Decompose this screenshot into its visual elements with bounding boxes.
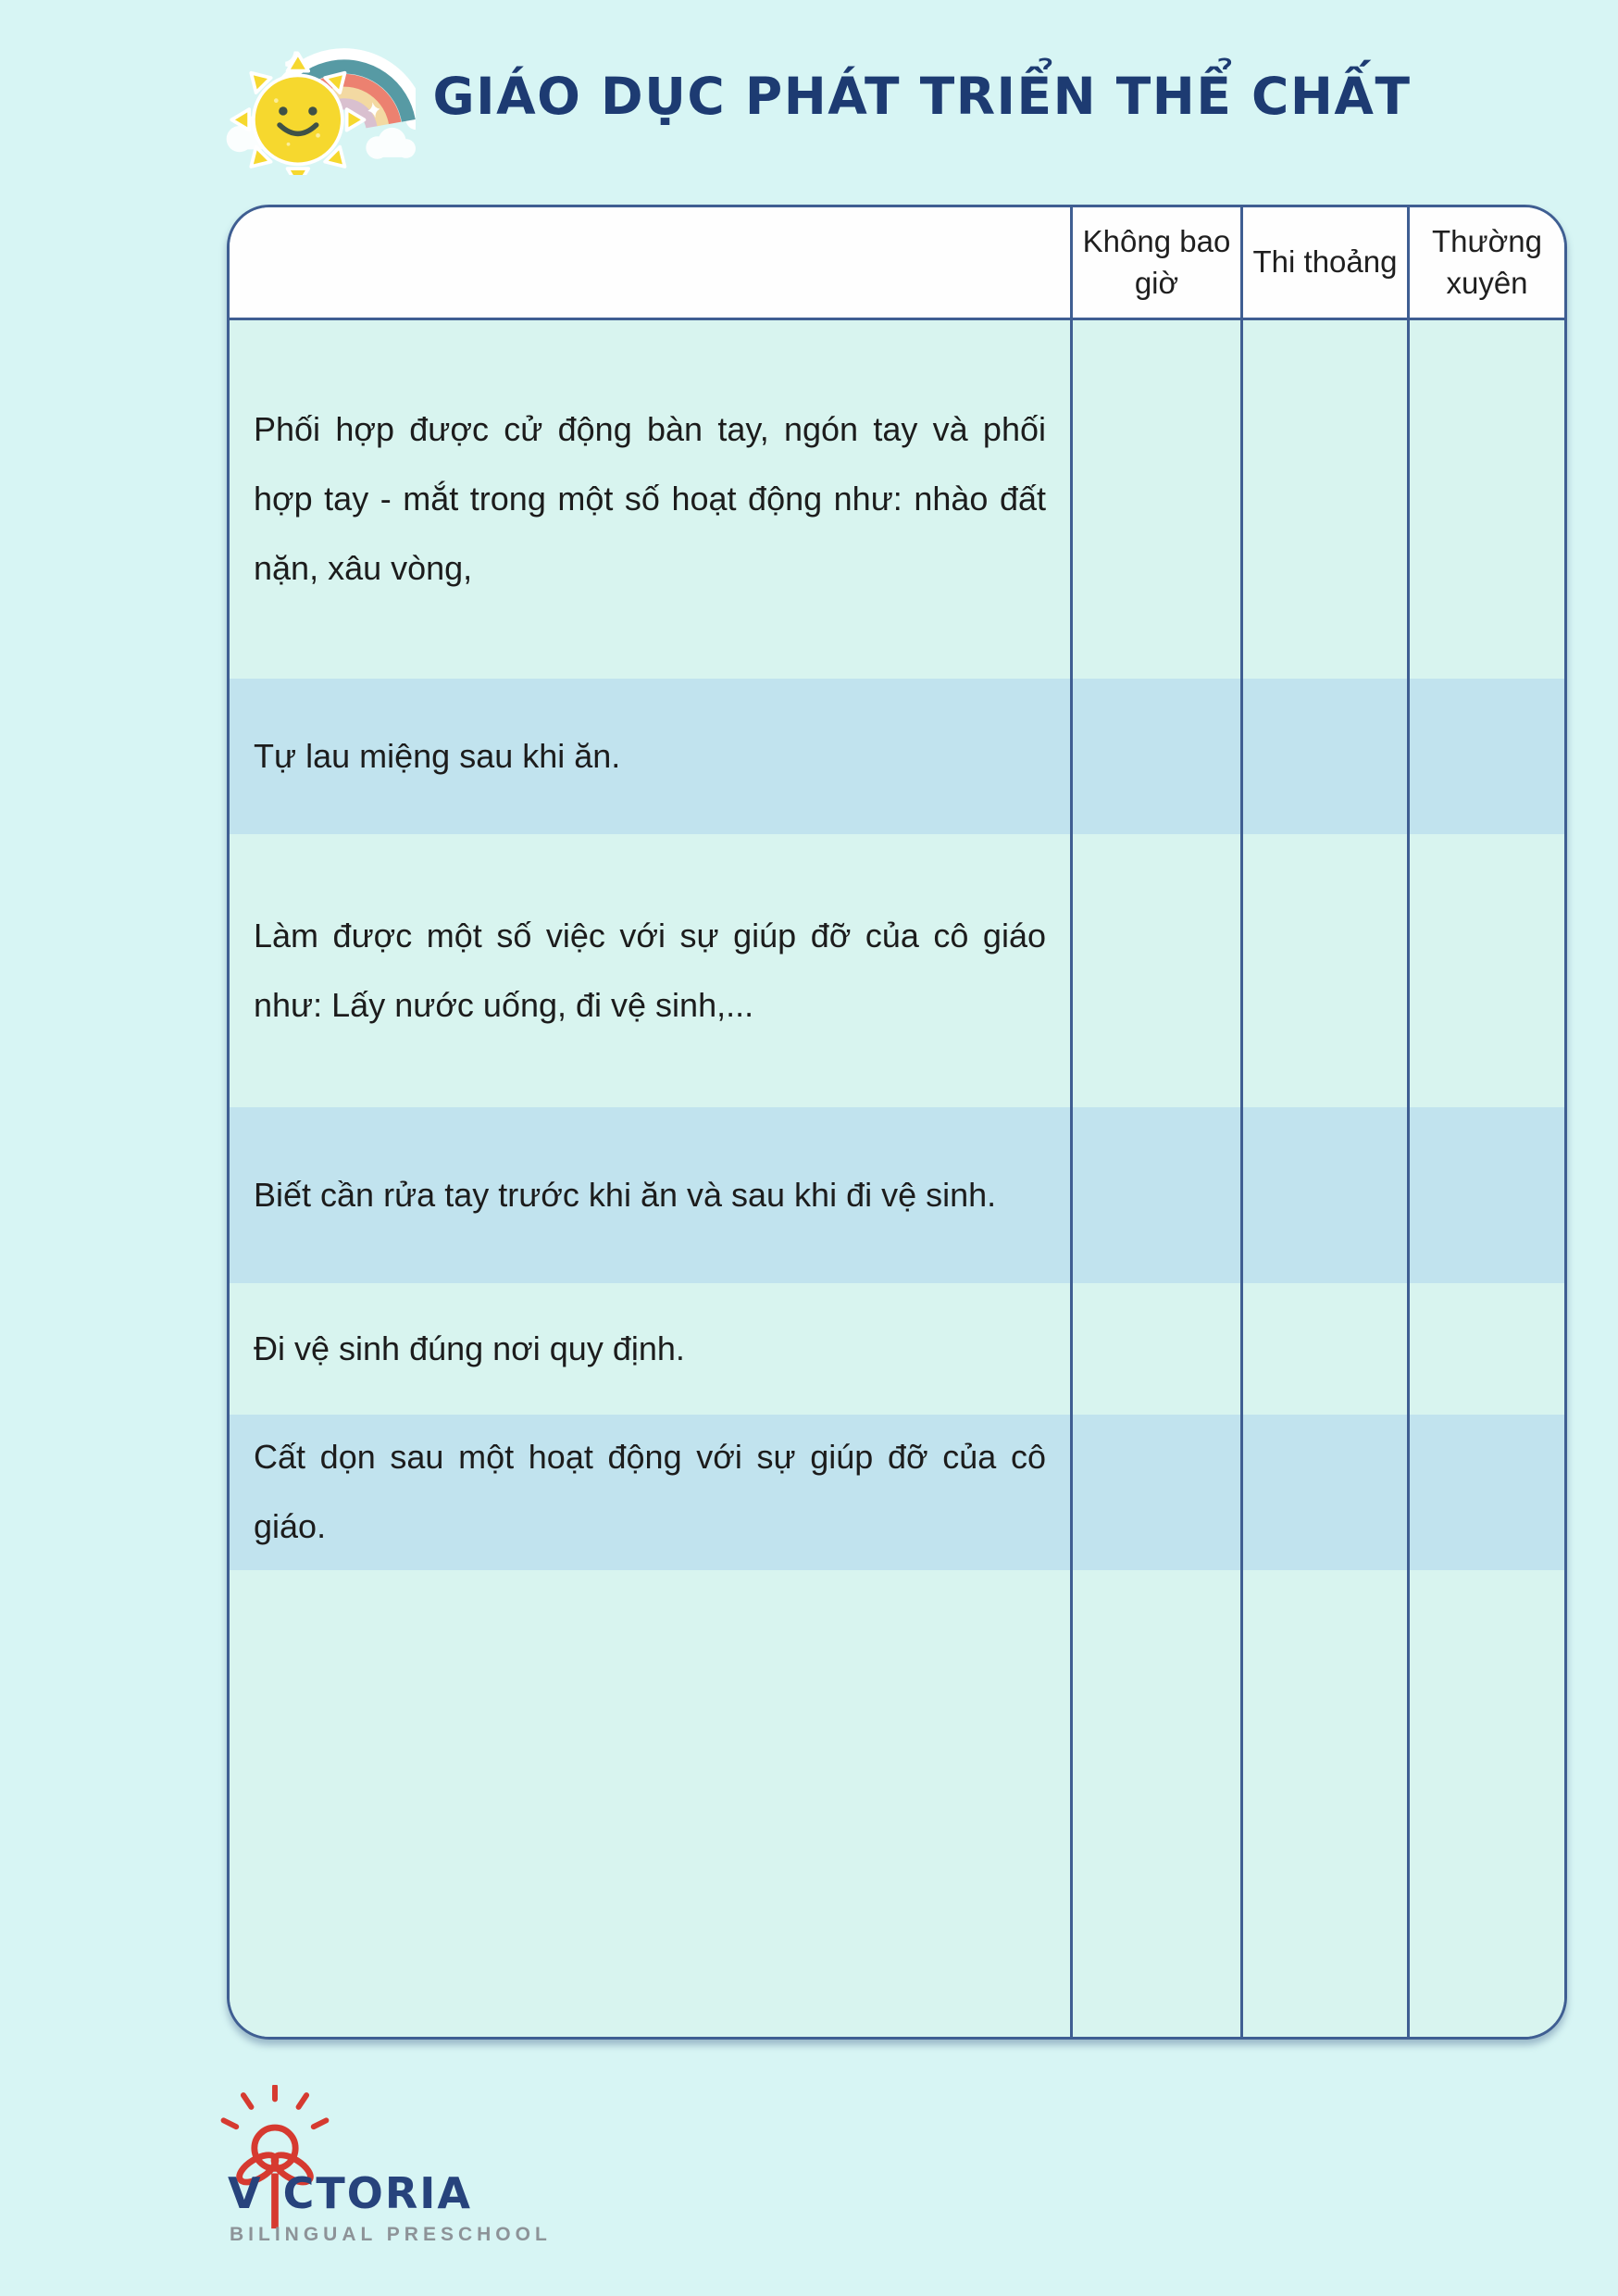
rating-cell-never[interactable] — [1070, 1570, 1240, 2037]
criteria-cell: Làm được một số việc với sự giúp đỡ của cô giáo như: Lấy nước uống, đi vệ sinh,... — [254, 916, 1046, 1024]
rating-cell-never[interactable] — [1070, 320, 1240, 679]
assessment-table — [227, 205, 1567, 2040]
table-row — [230, 834, 1564, 1107]
rating-cell-often[interactable] — [1407, 1570, 1564, 2037]
empty-filler-row — [230, 1570, 1564, 2037]
rating-cell-never[interactable] — [1070, 1415, 1240, 1570]
criteria-column-header — [230, 207, 1070, 318]
rating-cell-sometimes[interactable] — [1240, 320, 1407, 679]
rating-cell-sometimes[interactable] — [1240, 679, 1407, 834]
table-header-row — [230, 207, 1564, 320]
rating-cell-sometimes[interactable] — [1240, 834, 1407, 1107]
rating-cell-sometimes[interactable] — [1240, 1570, 1407, 2037]
victoria-logo — [228, 2089, 653, 2274]
column-header-sometimes: Thi thoảng — [1240, 207, 1407, 318]
rating-cell-never[interactable] — [1070, 1107, 1240, 1283]
column-header-often: Thường xuyên — [1407, 207, 1564, 318]
criteria-cell: Tự lau miệng sau khi ăn. — [254, 736, 621, 775]
table-body — [230, 320, 1564, 2037]
table-row — [230, 1415, 1564, 1570]
rating-cell-often[interactable] — [1407, 1107, 1564, 1283]
rating-cell-sometimes[interactable] — [1240, 1415, 1407, 1570]
brand-name: V CTORIA — [228, 2168, 472, 2218]
table-row — [230, 1107, 1564, 1283]
brand-tagline: BILINGUAL PRESCHOOL — [230, 2224, 552, 2245]
table-row — [230, 1283, 1564, 1415]
rating-cell-often[interactable] — [1407, 679, 1564, 834]
sun-rainbow-clouds-icon — [206, 16, 416, 175]
page-header — [0, 0, 1618, 185]
criteria-cell: Biết cần rửa tay trước khi ăn và sau khi đi vệ sinh. — [254, 1175, 997, 1214]
rating-cell-never[interactable] — [1070, 679, 1240, 834]
rating-cell-sometimes[interactable] — [1240, 1283, 1407, 1415]
rating-cell-never[interactable] — [1070, 1283, 1240, 1415]
rating-cell-sometimes[interactable] — [1240, 1107, 1407, 1283]
rating-cell-often[interactable] — [1407, 320, 1564, 679]
table-row — [230, 320, 1564, 679]
criteria-cell: Phối hợp được cử động bàn tay, ngón tay và phối hợp tay - mắt trong một số hoạt động như: nhào đất nặn, xâu vòng, — [254, 410, 1046, 587]
page-title: GIÁO DỤC PHÁT TRIỂN THỂ CHẤT — [432, 67, 1412, 126]
criteria-cell: Cất dọn sau một hoạt động với sự giúp đỡ của cô giáo. — [254, 1438, 1046, 1545]
rating-cell-often[interactable] — [1407, 834, 1564, 1107]
criteria-cell: Đi vệ sinh đúng nơi quy định. — [254, 1329, 685, 1367]
table-row — [230, 679, 1564, 834]
column-header-never: Không bao giờ — [1070, 207, 1240, 318]
rating-cell-often[interactable] — [1407, 1415, 1564, 1570]
rating-cell-never[interactable] — [1070, 834, 1240, 1107]
rating-cell-often[interactable] — [1407, 1283, 1564, 1415]
